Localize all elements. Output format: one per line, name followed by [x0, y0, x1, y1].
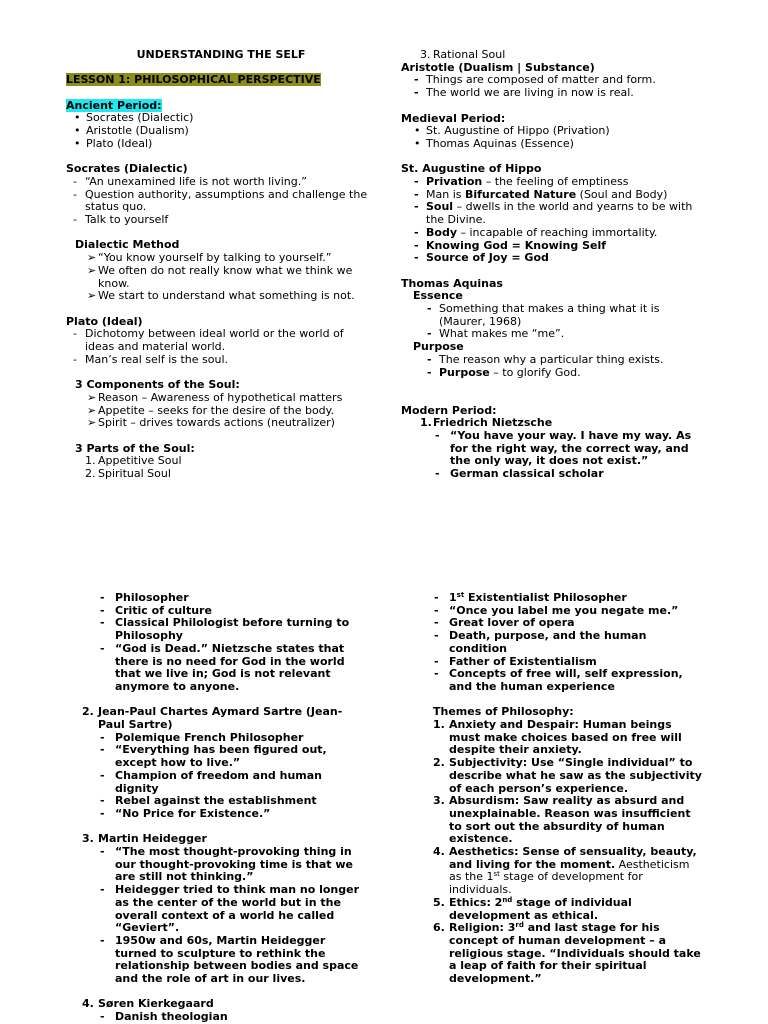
heidegger-heading: 3. Martin Heidegger: [82, 832, 207, 846]
list-item: - Something that makes a thing what it is (Maurer, 1968): [427, 302, 660, 328]
list-item: • Socrates (Dialectic): [74, 111, 194, 125]
list-item: - 1st Existentialist Philosopher: [434, 591, 627, 604]
augustine-list: [414, 175, 701, 265]
components-list: [87, 390, 376, 430]
list-item: - Soul – dwells in the world and yearns to be with the Divine.: [414, 200, 693, 227]
kierkegaard-heading: 4. Søren Kierkegaard: [82, 997, 214, 1011]
list-item: 3. Absurdism: Saw reality as absurd and unexplainable. Reason was insufficient to sort out the absurdity of human existence.: [433, 794, 691, 846]
list-item: ➢ Appetite – seeks for the desire of the body.: [87, 403, 335, 417]
socrates-heading: Socrates (Dialectic): [66, 162, 188, 176]
ancient-heading: Ancient Period:: [66, 98, 162, 112]
list-item: - “Everything has been figured out, except how to live.”: [100, 743, 327, 770]
page1-left-column: [66, 49, 376, 481]
page1-right-column: [401, 49, 701, 481]
list-item: - The reason why a particular thing exists.: [427, 352, 664, 366]
medieval-list: [414, 124, 701, 150]
list-item: - Rebel against the establishment: [100, 794, 317, 808]
ancient-list: [74, 111, 376, 150]
kierkegaard-list-left: [100, 1010, 364, 1024]
list-item: - Classical Philologist before turning to Philosophy: [100, 616, 350, 643]
medieval-heading: Medieval Period:: [401, 111, 506, 125]
list-item: - Concepts of free will, self expression, and the human experience: [434, 667, 683, 693]
list-item: - Death, purpose, and the human condition: [434, 629, 647, 655]
list-item: - “God is Dead.” Nietzsche states that there is no need for God in the world that we live in; God is not relevant anymore to anyone.: [100, 641, 345, 693]
list-item: - 1950w and 60s, Martin Heidegger turned to sculpture to rethink the relationship between bodies and space and the role of art in our lives.: [100, 933, 359, 986]
list-item: - Philosopher: [100, 591, 189, 604]
list-item: ➢ We often do not really know what we think we know.: [87, 263, 353, 290]
list-item: 6. Religion: 3rd and last stage for his concept of human development – a religious stage. “Individuals should take a leap of faith for their spiritual development.”: [433, 921, 701, 986]
list-item: - “The most thought-provoking thing in our thought-provoking time is that we are still not thinking.”: [100, 845, 354, 884]
list-item: - Champion of freedom and human dignity: [100, 768, 323, 795]
list-item: • Thomas Aquinas (Essence): [414, 136, 574, 150]
list-item: - Source of Joy = God: [414, 251, 549, 265]
sartre-heading: 2. Jean-Paul Chartes Aymard Sartre (Jean-Paul Sartre): [82, 705, 343, 732]
nietzsche-heading: 1. Friedrich Nietzsche: [420, 416, 553, 430]
list-item: - Privation – the feeling of emptiness: [414, 175, 629, 188]
list-item: - Things are composed of matter and form.: [414, 73, 656, 87]
essence-heading: Essence: [413, 289, 463, 303]
list-item: - Great lover of opera: [434, 616, 575, 630]
list-item: - What makes me “me”.: [427, 327, 565, 341]
list-item: - Talk to yourself: [73, 213, 169, 227]
list-item: - “Once you label me you negate me.”: [434, 603, 679, 617]
dialectic-heading: Dialectic Method: [75, 238, 180, 252]
list-item: 1. Anxiety and Despair: Human beings must make choices based on free will despite their anxiety.: [433, 718, 682, 757]
list-item: - Dichotomy between ideal world or the world of ideas and material world.: [73, 327, 344, 354]
dialectic-list: [87, 251, 376, 303]
nietzsche-list: [435, 429, 701, 481]
nietzsche-more-list: [100, 591, 364, 694]
socrates-list: [73, 174, 376, 227]
aristotle-list: [414, 73, 701, 100]
themes-heading: Themes of Philosophy:: [433, 705, 574, 719]
list-item: 3. Rational Soul: [420, 48, 506, 61]
list-item: - Father of Existentialism: [434, 654, 597, 668]
list-item: 2. Subjectivity: Use “Single individual” to describe what he saw as the subjectivity of each person’s experience.: [433, 756, 702, 795]
parts-heading: 3 Parts of the Soul:: [75, 441, 195, 455]
heidegger-list: [100, 845, 364, 986]
list-item: - Critic of culture: [100, 603, 212, 617]
list-item: ➢ We start to understand what something is not.: [87, 289, 355, 303]
page2-right-column: [433, 592, 705, 986]
themes-list: [433, 718, 705, 986]
list-item: - Question authority, assumptions and challenge the status quo.: [73, 187, 368, 214]
list-item: - The world we are living in now is real.: [414, 86, 634, 100]
list-item: - Knowing God = Knowing Self: [414, 238, 607, 252]
list-item: • Plato (Ideal): [74, 136, 153, 150]
sartre-list: [100, 730, 364, 821]
list-item: • Aristotle (Dualism): [74, 124, 189, 138]
augustine-heading: St. Augustine of Hippo: [401, 162, 542, 176]
plato-list: [73, 327, 376, 366]
list-item: - Man is Bifurcated Nature (Soul and Body): [414, 187, 668, 201]
plato-heading: Plato (Ideal): [66, 314, 143, 328]
list-item: - German classical scholar: [435, 467, 604, 481]
list-item: 5. Ethics: 2nd stage of individual development as ethical.: [433, 895, 632, 922]
purpose-heading: Purpose: [413, 340, 464, 354]
list-item: ➢ “You know yourself by talking to yourself.”: [87, 251, 332, 265]
document-title: UNDERSTANDING THE SELF: [136, 48, 306, 61]
aquinas-heading: Thomas Aquinas: [401, 276, 503, 290]
aristotle-heading: Aristotle (Dualism | Substance): [401, 60, 595, 74]
list-item: - Heidegger tried to think man no longer as the center of the world but in the overall context of a world he called “Geviert”.: [100, 883, 360, 935]
essence-list: [427, 302, 701, 341]
list-item: - “You have your way. I have my way. As for the right way, the correct way, and the only way, it does not exist.”: [435, 429, 692, 468]
list-item: - Purpose – to glorify God.: [427, 365, 581, 379]
list-item: - “An unexamined life is not worth living.”: [73, 174, 307, 188]
list-item: - Danish theologian: [100, 1010, 228, 1024]
list-item: 1. Appetitive Soul: [85, 454, 182, 468]
list-item: - Polemique French Philosopher: [100, 730, 304, 744]
purpose-list: [427, 352, 701, 379]
page2-left-column: [82, 592, 364, 1024]
list-item: 4. Aesthetics: Sense of sensuality, beauty, and living for the moment. Aestheticism as the 1st stage of development for individuals.: [433, 845, 697, 897]
list-item: • St. Augustine of Hippo (Privation): [414, 124, 610, 138]
list-item: - Body – incapable of reaching immortality.: [414, 225, 658, 239]
components-heading: 3 Components of the Soul:: [75, 378, 240, 392]
kierkegaard-list-right: [434, 591, 705, 694]
list-item: - Man’s real self is the soul.: [73, 352, 229, 366]
list-item: 2. Spiritual Soul: [85, 467, 171, 481]
modern-heading: Modern Period:: [401, 403, 497, 417]
lesson-heading: LESSON 1: PHILOSOPHICAL PERSPECTIVE: [66, 73, 321, 87]
list-item: - “No Price for Existence.”: [100, 806, 271, 820]
parts-list: [85, 454, 376, 481]
list-item: ➢ Spirit – drives towards actions (neutralizer): [87, 416, 335, 430]
list-item: ➢ Reason – Awareness of hypothetical matters: [87, 390, 343, 404]
